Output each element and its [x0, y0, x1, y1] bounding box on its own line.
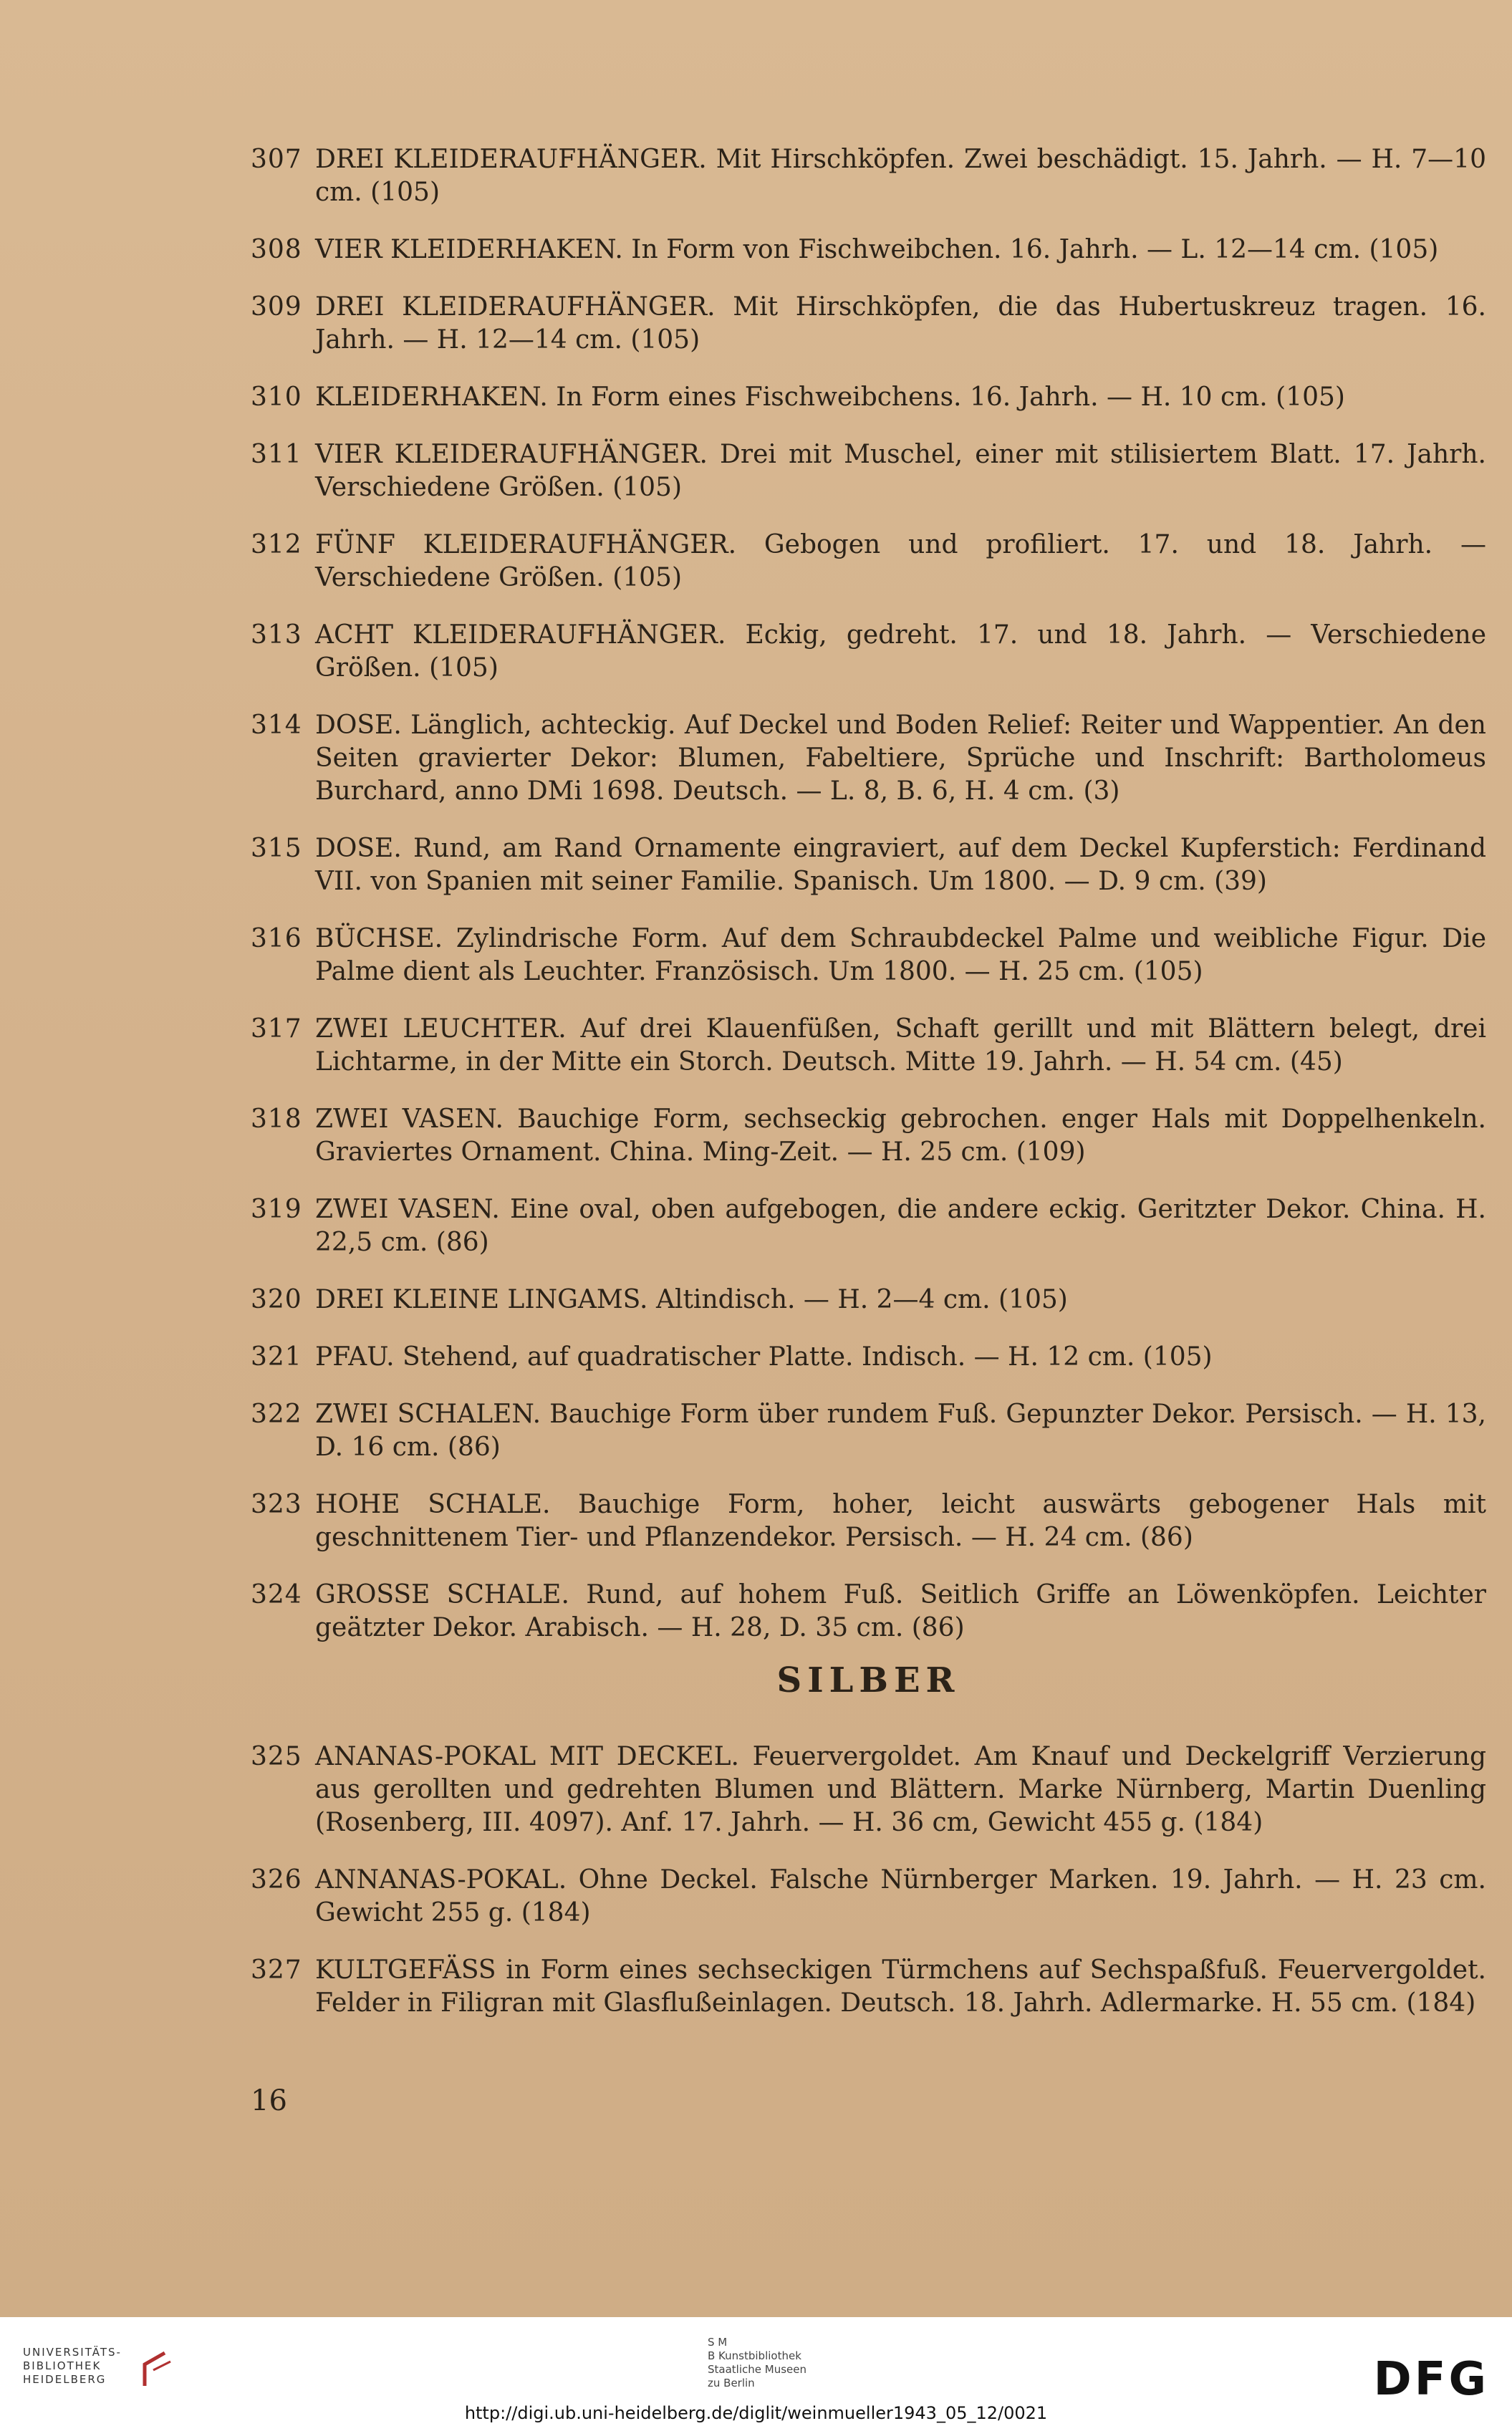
- page-number: 16: [251, 2084, 287, 2117]
- entry-text: ANNANAS-POKAL. Ohne Deckel. Falsche Nürnberger Marken. 19. Jahrh. — H. 23 cm. Gewicht 255 g. (184): [315, 1865, 1486, 1927]
- entry-text: VIER KLEIDERHAKEN. In Form von Fischweibchen. 16. Jahrh. — L. 12—14 cm. (105): [315, 235, 1439, 264]
- entry-number: 310: [251, 382, 302, 412]
- smb-kunstbibliothek-logo[interactable]: [708, 2336, 806, 2390]
- catalog-entry: [251, 234, 1486, 266]
- entry-number: 315: [251, 834, 302, 863]
- entry-number: 316: [251, 924, 302, 953]
- entry-text: ZWEI VASEN. Bauchige Form, sechseckig gebrochen. enger Hals mit Doppelhenkeln. Graviertes Ornament. China. Ming-Zeit. — H. 25 cm. (109): [315, 1104, 1486, 1167]
- entry-text: KULTGEFÄSS in Form eines sechseckigen Türmchens auf Sechspaßfuß. Feuervergoldet. Felder in Filigran mit Glasflußeinlagen. Deutsch. 18. Jahrh. Adlermarke. H. 55 cm. (184): [315, 1955, 1486, 2018]
- uni-line: HEIDELBERG: [23, 2373, 107, 2386]
- smb-line: Staatliche Museen: [708, 2363, 806, 2376]
- catalog-entry: [251, 1954, 1486, 2020]
- entry-number: 317: [251, 1014, 302, 1044]
- catalog-entry: [251, 1103, 1486, 1169]
- entry-number: 314: [251, 711, 302, 740]
- catalog-entry: [251, 1488, 1486, 1554]
- uni-line: UNIVERSITÄTS-: [23, 2346, 122, 2359]
- entry-number: 319: [251, 1195, 302, 1224]
- entry-number: 323: [251, 1490, 302, 1519]
- smb-line: B Kunstbibliothek: [708, 2349, 801, 2362]
- silver-entries: [251, 1741, 1486, 2044]
- entry-text: DOSE. Länglich, achteckig. Auf Deckel und Boden Relief: Reiter und Wappentier. An den Seiten gravierter Dekor: Blumen, Fabeltiere, Sprüche und Inschrift: Bartholomeus Burchard, anno DMi 1698. Deutsch. — L. 8, B. 6, H. 4 cm. (3): [315, 711, 1486, 806]
- entry-number: 318: [251, 1104, 302, 1134]
- catalog-entry: [251, 832, 1486, 898]
- entry-text: DREI KLEIDERAUFHÄNGER. Mit Hirschköpfen. Zwei beschädigt. 15. Jahrh. — H. 7—10 cm. (105): [315, 145, 1486, 207]
- catalog-entry: [251, 529, 1486, 595]
- catalog-entry: [251, 923, 1486, 988]
- entry-number: 327: [251, 1955, 302, 1985]
- entry-text: ZWEI VASEN. Eine oval, oben aufgebogen, die andere eckig. Geritzter Dekor. China. H. 22,5 cm. (86): [315, 1195, 1486, 1257]
- entry-text: HOHE SCHALE. Bauchige Form, hoher, leicht auswärts gebogener Hals mit geschnittenem Tier- und Pflanzendekor. Persisch. — H. 24 cm. (86): [315, 1490, 1486, 1552]
- entry-number: 326: [251, 1865, 302, 1895]
- entry-text: DREI KLEIDERAUFHÄNGER. Mit Hirschköpfen, die das Hubertuskreuz tragen. 16. Jahrh. — H. 12—14 cm. (105): [315, 292, 1486, 355]
- entry-number: 322: [251, 1400, 302, 1429]
- catalog-entry: [251, 1284, 1486, 1317]
- catalog-entry: [251, 1341, 1486, 1374]
- entry-text: ZWEI SCHALEN. Bauchige Form über rundem Fuß. Gepunzter Dekor. Persisch. — H. 13, D. 16 cm. (86): [315, 1400, 1486, 1462]
- entry-text: ANANAS-POKAL MIT DECKEL. Feuervergoldet. Am Knauf und Deckelgriff Verzierung aus gerollten und gedrehten Blumen und Blättern. Marke Nürnberg, Martin Duenling (Rosenberg, III. 4097). Anf. 17. Jahrh. — H. 36 cm, Gewicht 455 g. (184): [315, 1742, 1486, 1837]
- footer-bar: [0, 2317, 1512, 2426]
- catalog-entry: [251, 1398, 1486, 1464]
- entry-number: 307: [251, 145, 302, 174]
- entry-number: 311: [251, 440, 302, 469]
- catalog-entry: [251, 143, 1486, 209]
- entry-text: FÜNF KLEIDERAUFHÄNGER. Gebogen und profiliert. 17. und 18. Jahrh. — Verschiedene Größen. (105): [315, 530, 1486, 592]
- catalog-entries: [251, 143, 1486, 1669]
- uni-line: BIBLIOTHEK: [23, 2359, 102, 2372]
- catalog-entry: [251, 1193, 1486, 1259]
- dfg-logo[interactable]: DFG: [1373, 2353, 1489, 2406]
- entry-number: 313: [251, 620, 302, 650]
- entry-number: 324: [251, 1580, 302, 1609]
- entry-number: 325: [251, 1742, 302, 1771]
- catalog-entry: [251, 381, 1486, 414]
- entry-text: PFAU. Stehend, auf quadratischer Platte. Indisch. — H. 12 cm. (105): [315, 1342, 1213, 1372]
- entry-text: GROSSE SCHALE. Rund, auf hohem Fuß. Seitlich Griffe an Löwenköpfen. Leichter geätzter Dekor. Arabisch. — H. 28, D. 35 cm. (86): [315, 1580, 1486, 1642]
- catalog-entry: [251, 1579, 1486, 1645]
- entry-text: VIER KLEIDERAUFHÄNGER. Drei mit Muschel, einer mit stilisiertem Blatt. 17. Jahrh. Verschiedene Größen. (105): [315, 440, 1486, 502]
- smb-line: S M: [708, 2336, 728, 2349]
- entry-number: 321: [251, 1342, 302, 1372]
- entry-text: KLEIDERHAKEN. In Form eines Fischweibchens. 16. Jahrh. — H. 10 cm. (105): [315, 382, 1345, 412]
- catalog-entry: [251, 619, 1486, 685]
- university-library-name[interactable]: [23, 2346, 122, 2387]
- catalog-entry: [251, 291, 1486, 357]
- permalink-url[interactable]: http://digi.ub.uni-heidelberg.de/diglit/weinmueller1943_05_12/0021: [464, 2403, 1048, 2423]
- entry-text: BÜCHSE. Zylindrische Form. Auf dem Schraubdeckel Palme und weibliche Figur. Die Palme dient als Leuchter. Französisch. Um 1800. — H. 25 cm. (105): [315, 924, 1486, 986]
- entry-text: ZWEI LEUCHTER. Auf drei Klauenfüßen, Schaft gerillt und mit Blättern belegt, drei Lichtarme, in der Mitte ein Storch. Deutsch. Mitte 19. Jahrh. — H. 54 cm. (45): [315, 1014, 1486, 1077]
- catalog-entry: [251, 1741, 1486, 1839]
- section-heading: SILBER: [776, 1660, 960, 1700]
- entry-number: 320: [251, 1285, 302, 1314]
- entry-number: 309: [251, 292, 302, 322]
- entry-text: DREI KLEINE LINGAMS. Altindisch. — H. 2—4 cm. (105): [315, 1285, 1068, 1314]
- catalog-entry: [251, 709, 1486, 808]
- smb-line: zu Berlin: [708, 2377, 755, 2389]
- catalog-entry: [251, 438, 1486, 504]
- entry-text: ACHT KLEIDERAUFHÄNGER. Eckig, gedreht. 17. und 18. Jahrh. — Verschiedene Größen. (105): [315, 620, 1486, 683]
- entry-number: 312: [251, 530, 302, 559]
- university-logo-icon[interactable]: [136, 2349, 179, 2392]
- entry-number: 308: [251, 235, 302, 264]
- catalog-entry: [251, 1864, 1486, 1930]
- entry-text: DOSE. Rund, am Rand Ornamente eingraviert, auf dem Deckel Kupferstich: Ferdinand VII. von Spanien mit seiner Familie. Spanisch. Um 1800. — D. 9 cm. (39): [315, 834, 1486, 896]
- catalog-entry: [251, 1013, 1486, 1079]
